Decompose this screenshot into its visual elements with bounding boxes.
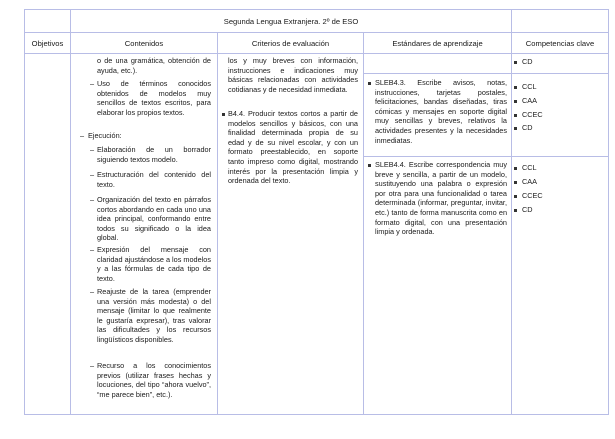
header-contenidos: Contenidos (70, 33, 217, 54)
competencia: CD (522, 123, 533, 132)
competencia: CD (522, 57, 533, 66)
title-left-cell (24, 9, 70, 33)
dash-bullet: – (90, 287, 95, 296)
square-bullet (514, 61, 517, 64)
competencia: CCEC (522, 191, 543, 200)
square-bullet (222, 113, 225, 116)
criterios-cont: los y muy breves con información, instrucciones e indicaciones muy básicas relacionadas con actividades cotidianas y de necesidad inmediata. (228, 56, 358, 94)
list-item: Organización del texto en párrafos cortos abordando en cada uno una idea principal, conformando entre todos su significado o la idea global. (97, 195, 211, 243)
estandar-sleb44: SLEB4.4. Escribe correspondencia muy breve y sencilla, a partir de un modelo, sustituyendo una palabra o expresión por otra para una funcionalidad o tarea determinada (informar, preguntar, invitar, etc.) tanto de forma manuscrita como en formato digital, con una presentación limpia y ordenada. (375, 160, 507, 237)
contenidos-ejecucion: Ejecución: (88, 131, 122, 140)
dash-bullet: – (90, 245, 95, 254)
col-competencias (511, 54, 609, 415)
list-item: Expresión del mensaje con claridad ajustándose a los modelos y a las fórmulas de cada tipo de texto. (97, 245, 211, 283)
square-bullet (514, 167, 517, 170)
row-divider-2 (363, 156, 609, 157)
square-bullet (514, 195, 517, 198)
square-bullet (514, 86, 517, 89)
competencia: CAA (522, 96, 538, 105)
title-empty-cell (511, 9, 609, 33)
dash-bullet: – (90, 170, 95, 179)
list-item: Estructuración del contenido del texto. (97, 170, 211, 189)
square-bullet (514, 127, 517, 130)
contenidos-intro: o de una gramática, obtención de ayuda, etc.). (97, 56, 211, 75)
criterios-b44: B4.4. Producir textos cortos a partir de modelos sencillos y básicos, con una finalidad determinada propia de su edad y de su nivel escolar, y con un formato preestablecido, en soporte tanto impreso como digital, mostrando interés por la presentación limpia y ordenada del texto. (228, 109, 358, 186)
square-bullet (514, 181, 517, 184)
header-competencias: Competencias clave (511, 33, 609, 54)
competencia: CD (522, 205, 533, 214)
col-objetivos (24, 54, 70, 415)
list-item: Reajuste de la tarea (emprender una versión más modesta) o del mensaje (limitar lo que realmente le gustaría expresar), tras valorar las dificultades y los recursos lingüísticos disponibles. (97, 287, 211, 344)
square-bullet (514, 209, 517, 212)
square-bullet (514, 100, 517, 103)
row-divider-1 (363, 73, 609, 74)
square-bullet (368, 164, 371, 167)
competencia: CCL (522, 82, 537, 91)
dash-bullet: – (90, 195, 95, 204)
competencia: CAA (522, 177, 538, 186)
competencia: CCEC (522, 110, 543, 119)
dash-bullet: – (90, 79, 95, 88)
dash-bullet: – (80, 131, 85, 140)
dash-bullet: – (90, 145, 95, 154)
competencia: CCL (522, 163, 537, 172)
square-bullet (368, 82, 371, 85)
list-item: Recurso a los conocimientos previos (utilizar frases hechas y locuciones, del tipo “ahora vuelvo”, “me parece bien”, etc.). (97, 361, 211, 399)
table-title: Segunda Lengua Extranjera. 2º de ESO (70, 9, 511, 33)
header-criterios: Criterios de evaluación (217, 33, 363, 54)
dash-bullet: – (90, 361, 95, 370)
estandar-sleb43: SLEB4.3. Escribe avisos, notas, instrucciones, tarjetas postales, felicitaciones, bandas diseñadas, tiras cómicas y mensajes en soporte digital muy sencillas y breves, relativos la actividades presentes y la necesidades inmediatas. (375, 78, 507, 145)
list-item: Elaboración de un borrador siguiendo textos modelo. (97, 145, 211, 164)
header-estandares: Estándares de aprendizaje (363, 33, 511, 54)
contenidos-uso: Uso de términos conocidos obtenidos de modelos muy sencillos de textos escritos, para elaborar los propios textos. (97, 79, 211, 117)
square-bullet (514, 114, 517, 117)
header-objetivos: Objetivos (24, 33, 70, 54)
